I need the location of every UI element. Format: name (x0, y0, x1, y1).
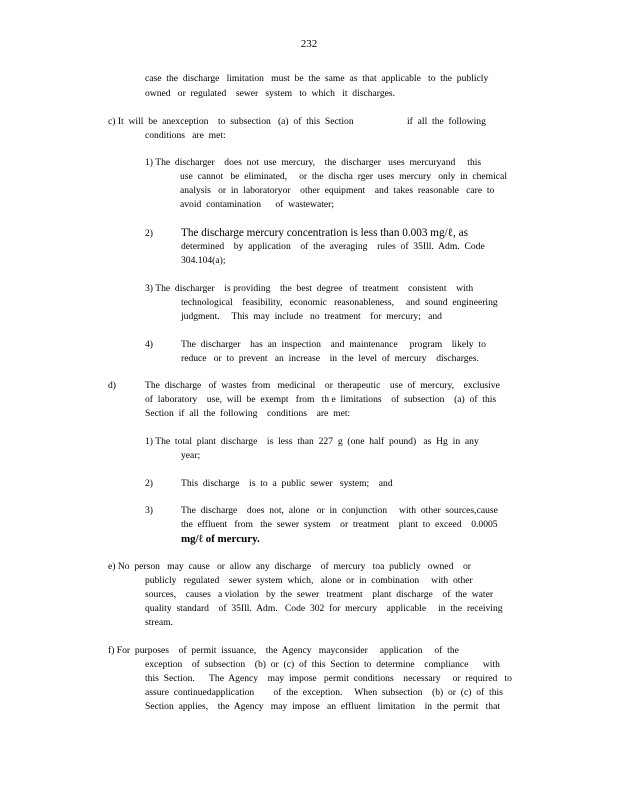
text-line: this Section. The Agency may impose permit conditions necessary or required to (145, 673, 512, 684)
text-line: quality standard of 35Ill. Adm. Code 302 for mercury applicable in the receiving (145, 603, 503, 614)
text-line: the effluent from the sewer system or treatment plant to exceed 0.0005 (181, 519, 498, 530)
text-line: 1) The total plant discharge is less than 227 g (one half pound) as Hg in any (145, 436, 479, 447)
text-line: assure continuedapplication of the exception. When subsection (b) or (c) of this (145, 687, 503, 698)
text-line: use cannot be eliminated, or the discha rger uses mercury only in chemical (180, 171, 507, 182)
text-line: 3) The discharger is providing the best degree of treatment consistent with (145, 283, 474, 294)
item-number: 4) (145, 339, 153, 350)
text-line: Section if all the following conditions are met: (145, 408, 351, 419)
text-line: if all the following (407, 116, 486, 127)
text-line: 1) The discharger does not use mercury, the discharger uses mercuryand this (145, 157, 482, 168)
text-line: stream. (145, 617, 173, 628)
page-number: 232 (300, 38, 318, 50)
text-line: The discharge does not, alone or in conjunction with other sources,cause (181, 505, 498, 516)
text-line: conditions are met: (145, 130, 226, 141)
text-line: judgment. This may include no treatment for mercury; and (181, 311, 442, 322)
item-number: 2) (145, 478, 153, 489)
item-number: 2) (145, 228, 153, 239)
text-line: publicly regulated sewer system which, alone or in combination with other (145, 575, 473, 586)
section-e-heading: e) No person may cause or allow any discharge of mercury toa publicly owned or (108, 561, 471, 572)
text-line: technological feasibility, economic reasonableness, and sound engineering (181, 297, 498, 308)
text-line: 304.104(a); (181, 255, 226, 266)
section-f-heading: f) For purposes of permit issuance, the Agency mayconsider application of the (108, 645, 459, 656)
text-line: The discharger has an inspection and maintenance program likely to (181, 339, 486, 350)
text-line: The discharge of wastes from medicinal or therapeutic use of mercury, exclusive (145, 380, 500, 391)
text-line: year; (181, 450, 201, 461)
text-line: mg/ℓ of mercury. (181, 533, 260, 545)
text-line: case the discharge limitation must be the same as that applicable to the publicly (145, 73, 489, 84)
text-line: The discharge mercury concentration is less than 0.003 mg/ℓ, as (181, 227, 468, 239)
text-line: avoid contamination of wastewater; (180, 199, 334, 210)
text-line: analysis or in laboratoryor other equipment and takes reasonable care to (180, 185, 495, 196)
text-line: determined by application of the averaging rules of 35Ill. Adm. Code (181, 241, 485, 252)
text-line: owned or regulated sewer system to which it discharges. (145, 88, 396, 99)
text-line: Section applies, the Agency may impose an effluent limitation in the permit that (145, 701, 500, 712)
text-line: exception of subsection (b) or (c) of this Section to determine compliance with (145, 659, 500, 670)
text-line: of laboratory use, will be exempt from th e limitations of subsection (a) of this (145, 394, 497, 405)
item-number: 3) (145, 505, 153, 516)
text-line: reduce or to prevent an increase in the level of mercury discharges. (181, 353, 479, 364)
section-d-label: d) (108, 380, 116, 391)
text-line: sources, causes a violation by the sewer treatment plant discharge of the water (145, 589, 494, 600)
text-line: This discharge is to a public sewer system; and (181, 478, 393, 489)
section-c-heading: c) It will be anexception to subsection (a) of this Section (108, 116, 354, 127)
